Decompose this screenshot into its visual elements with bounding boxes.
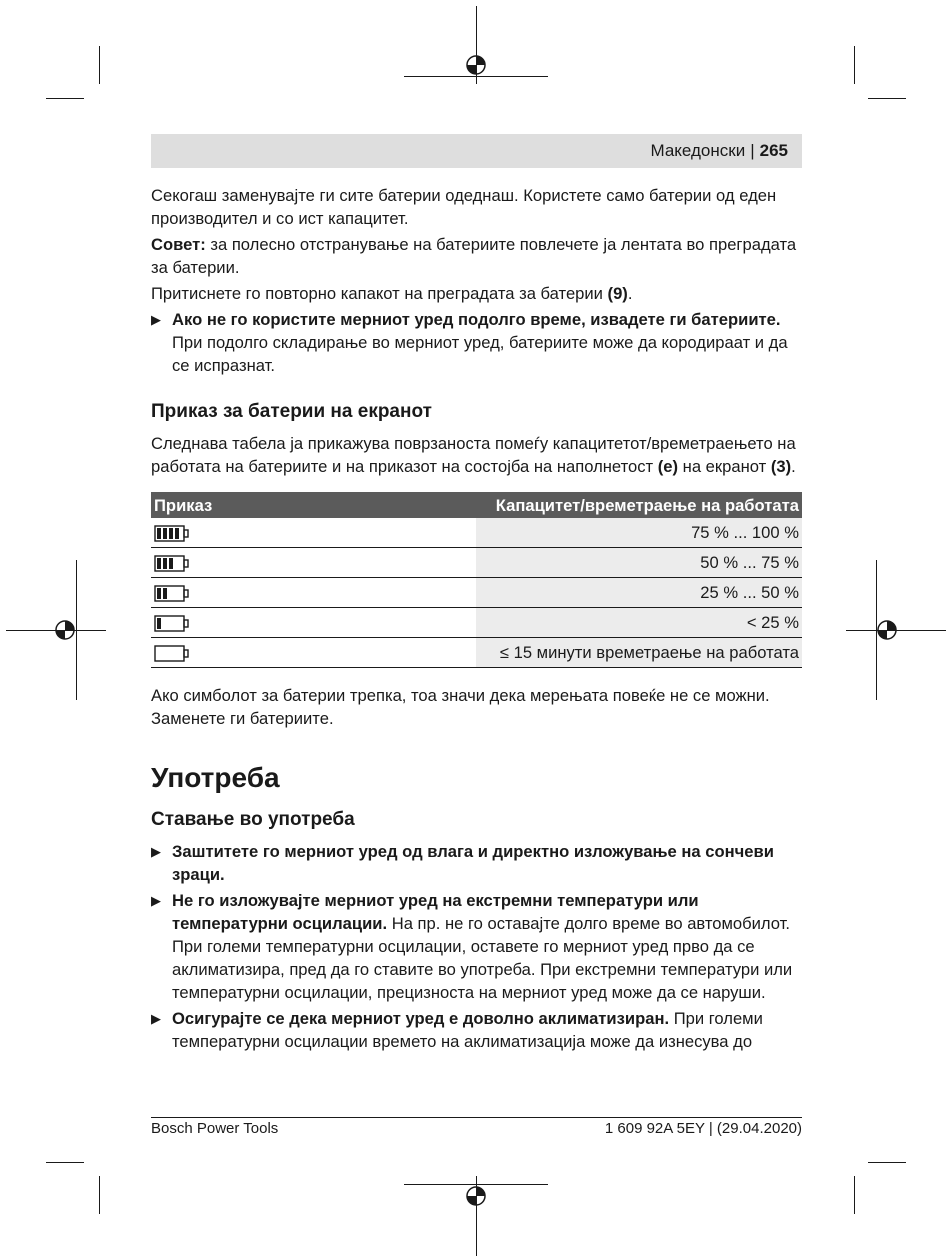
bullet-triangle-icon: ▶ [151, 312, 161, 327]
table-row [151, 548, 802, 578]
close-lid-end: . [627, 284, 633, 303]
registration-mark-icon [465, 1185, 487, 1207]
page-content [151, 184, 802, 1056]
close-lid-text: Притиснете го повторно капакот на преградата за батерии [151, 284, 608, 303]
tip-label: Совет: [151, 235, 206, 254]
bullet-protect-moisture [151, 840, 802, 886]
table-header-capacity: Капацитет/времетраење на работата [476, 492, 802, 518]
table-row [151, 638, 802, 668]
table-row [151, 578, 802, 608]
bullet-acclimatized [151, 1007, 802, 1053]
battery-symbol-cell [151, 518, 476, 548]
warning-text: При подолго складирање во мерниот уред, батериите може да кородираат и да се испразнат. [172, 333, 788, 375]
footer-brand: Bosch Power Tools [151, 1120, 279, 1137]
battery-level-icon [154, 585, 190, 602]
bullet-extreme-temperatures [151, 889, 802, 1004]
capacity-cell: 50 % ... 75 % [476, 548, 802, 578]
paragraph-battery-blink: Ако симболот за батерии трепка, тоа значи дека мерењата повеќе не се можни. Заменете ги батериите. [151, 686, 770, 728]
usage-subheading: Ставање во употреба [151, 809, 355, 830]
registration-mark-icon [54, 619, 76, 641]
crop-mark [46, 98, 84, 99]
page-number: 265 [759, 141, 788, 160]
bullet-triangle-icon: ▶ [151, 893, 161, 908]
usage-heading: Употреба [151, 762, 280, 793]
footer-divider [151, 1117, 802, 1118]
header-language: Македонски [650, 141, 746, 160]
warning-remove-batteries [151, 308, 802, 377]
battery-level-icon [154, 615, 190, 632]
registration-mark-icon [465, 54, 487, 76]
registration-mark-icon [876, 619, 898, 641]
desc-text-1: Следнава табела ја прикажува поврзаноста помеѓу капацитетот/времетраењето на работата на батериите и на приказот на состојба на наполнетост [151, 434, 796, 476]
paragraph-close-lid [151, 282, 802, 305]
crop-mark [868, 98, 906, 99]
battery-symbol-cell [151, 608, 476, 638]
desc-end: . [791, 457, 796, 476]
desc-ref-2: (3) [770, 457, 792, 476]
bullet-triangle-icon: ▶ [151, 1011, 161, 1026]
tip-text: за полесно отстранување на батериите повлечете ја лентата во преградата за батерии. [151, 235, 797, 277]
bullet-triangle-icon: ▶ [151, 844, 161, 859]
battery-section-description [151, 432, 802, 478]
battery-section-heading: Приказ за батерии на екранот [151, 401, 432, 422]
table-header-display: Приказ [151, 492, 476, 518]
crop-mark [854, 46, 855, 84]
battery-level-icon [154, 555, 190, 572]
paragraph-replace-batteries: Секогаш заменувајте ги сите батерии одеднаш. Користете само батерии од еден производител и со ист капацитет. [151, 186, 777, 228]
crop-mark [868, 1162, 906, 1163]
close-lid-ref: (9) [607, 284, 628, 303]
table-header-row [151, 492, 802, 518]
battery-symbol-cell [151, 548, 476, 578]
header-separator: | [750, 141, 755, 160]
bullet-bold: Осигурајте се дека мерниот уред е доволно аклиматизиран. [172, 1009, 670, 1028]
battery-symbol-cell [151, 578, 476, 608]
table-row [151, 518, 802, 548]
bullet-text: На пр. не го оставајте долго време во автомобилот. При големи температурни осцилации, оставете го мерниот уред прво да се аклиматизира, пред да го ставите во употреба. При екстремни температури или температурни осцилации, прецизноста на мерниот уред може да се наруши. [172, 914, 793, 1002]
bullet-bold: Не го изложувајте мерниот уред на екстремни температури или температурни осцилации. [172, 891, 699, 933]
battery-level-icon [154, 525, 190, 542]
bullet-text: При големи температурни осцилации времето на аклиматизација може да изнесува до [172, 1009, 763, 1051]
crop-mark [404, 76, 548, 77]
battery-table [151, 492, 802, 668]
desc-text-2: на екранот [678, 457, 771, 476]
crop-mark [99, 46, 100, 84]
battery-symbol-cell [151, 638, 476, 668]
battery-level-icon [154, 645, 190, 662]
paragraph-tip [151, 233, 802, 279]
capacity-cell: < 25 % [476, 608, 802, 638]
bullet-bold: Заштитете го мерниот уред од влага и директно изложување на сончеви зраци. [172, 842, 774, 884]
battery-table-body [151, 518, 802, 668]
table-row [151, 608, 802, 638]
footer-document-code: 1 609 92A 5EY | (29.04.2020) [604, 1120, 802, 1137]
crop-mark [99, 1176, 100, 1214]
page-header [151, 134, 802, 168]
warning-bold: Ако не го користите мерниот уред подолго време, извадете ги батериите. [172, 310, 781, 329]
capacity-cell: 75 % ... 100 % [476, 518, 802, 548]
capacity-cell: ≤ 15 минути времетраење на работата [476, 638, 802, 668]
desc-ref-1: (e) [657, 457, 679, 476]
crop-mark [854, 1176, 855, 1214]
capacity-cell: 25 % ... 50 % [476, 578, 802, 608]
crop-mark [46, 1162, 84, 1163]
